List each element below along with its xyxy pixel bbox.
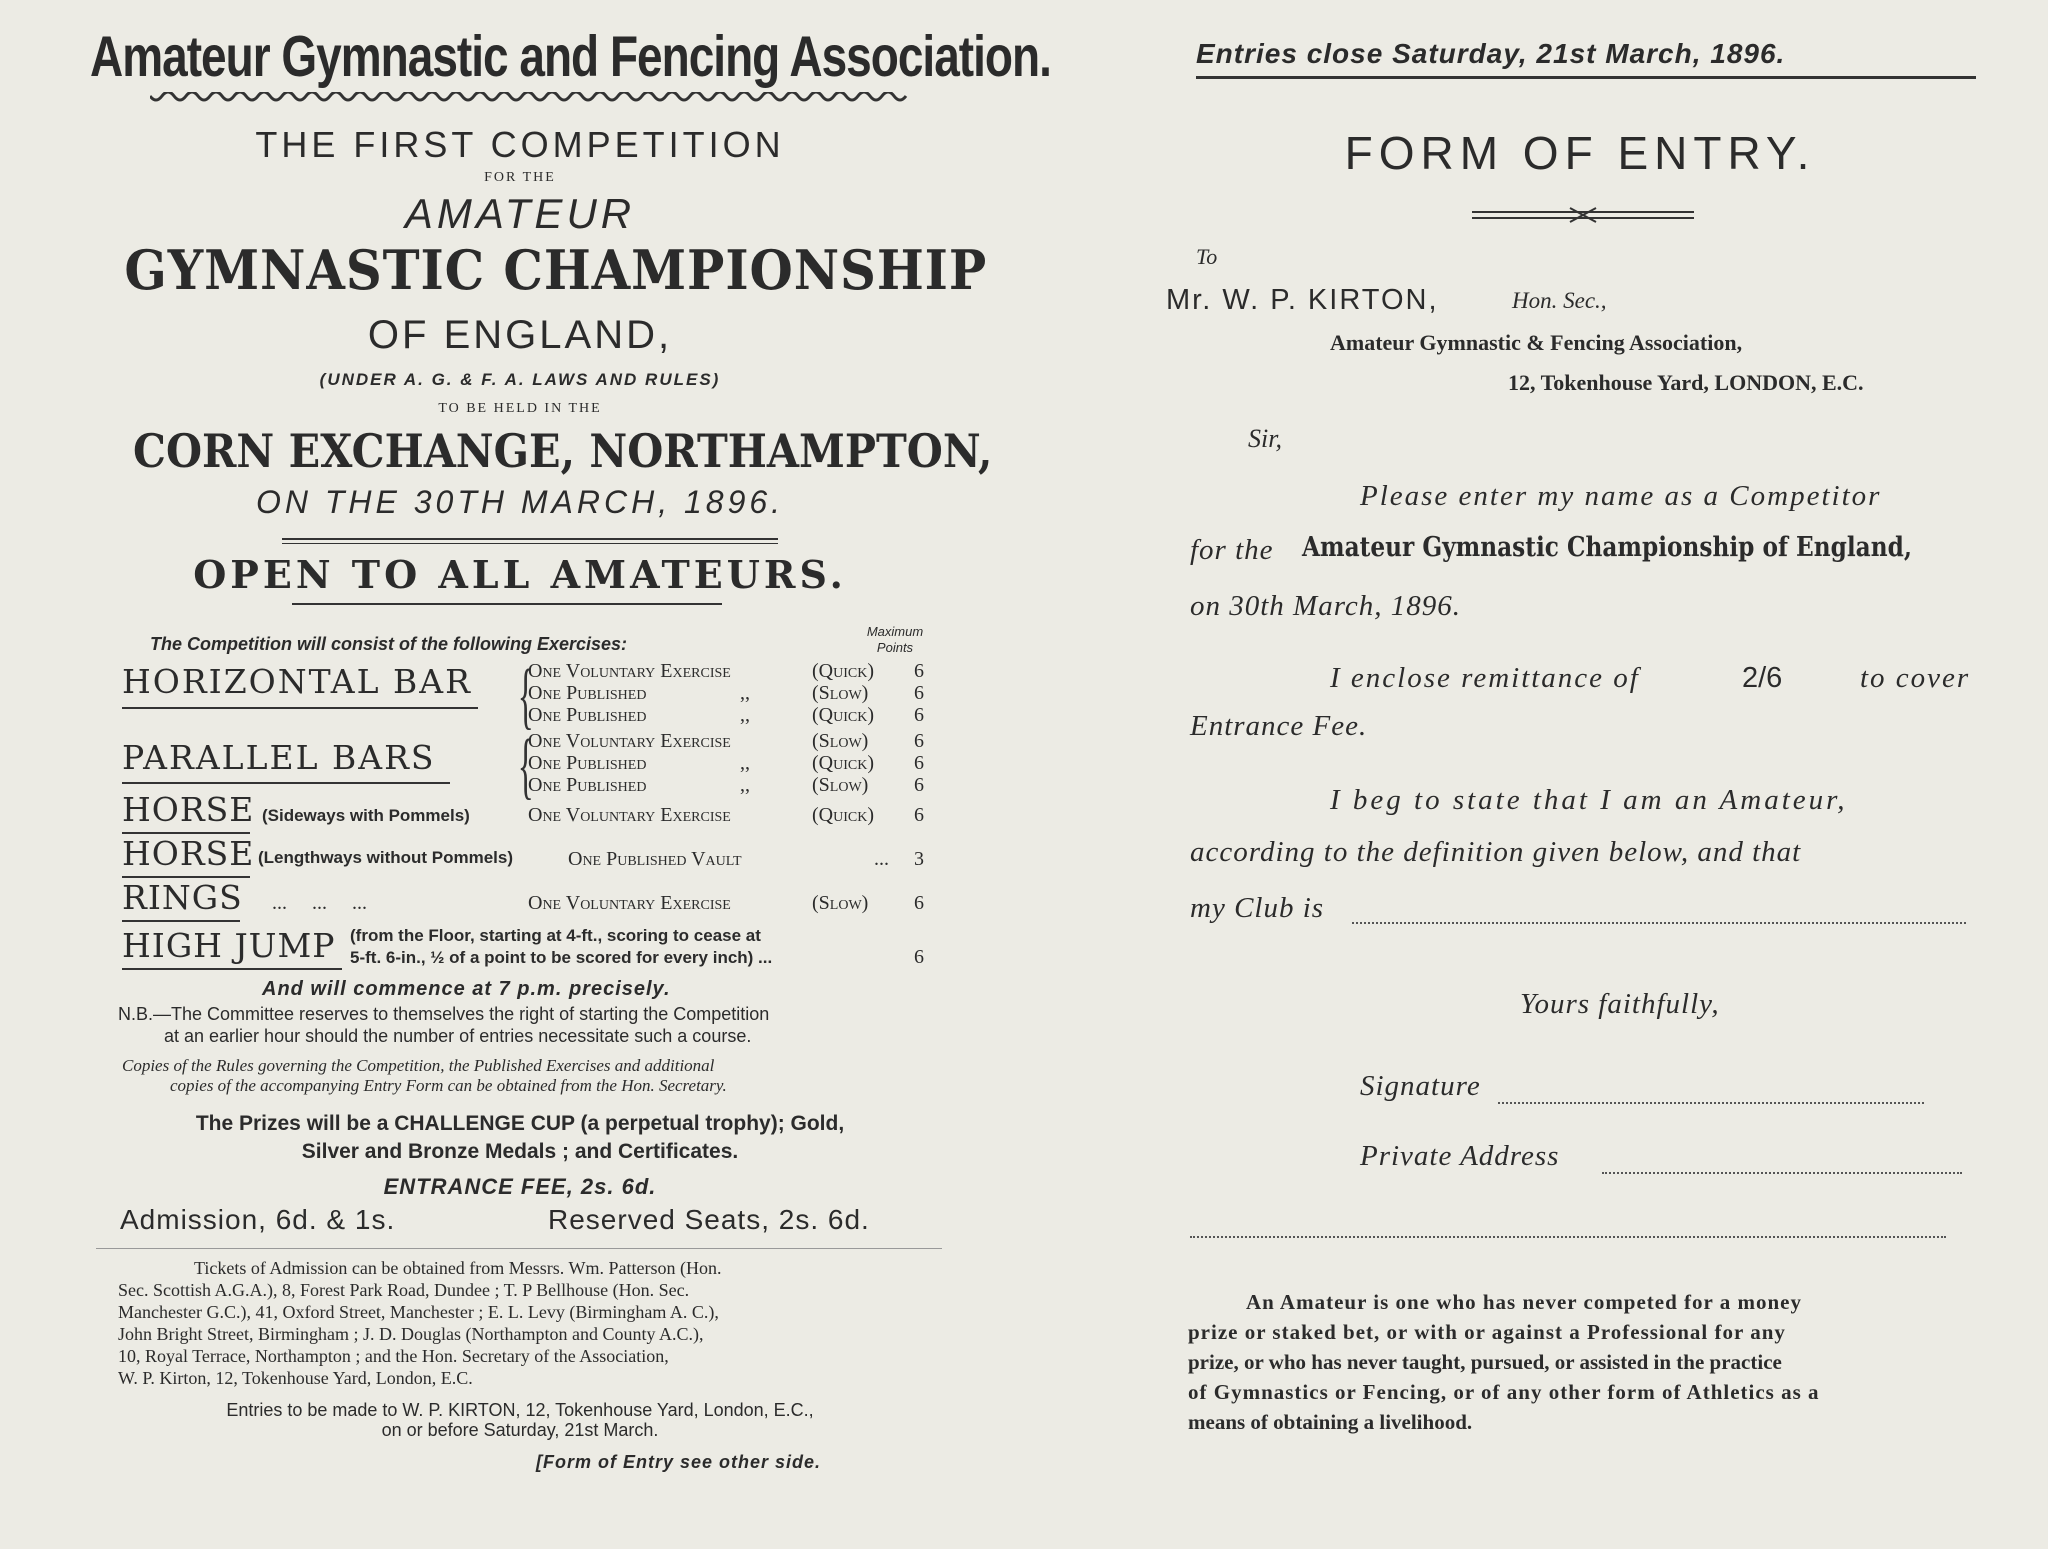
exercise-mode: (Quick): [812, 804, 874, 826]
divider: [96, 1248, 942, 1249]
underline: [292, 603, 722, 605]
exercise-note: (Sideways with Pommels): [262, 806, 470, 825]
exercise-points: 6: [914, 752, 924, 774]
exercise-note: ... ... ...: [272, 892, 367, 914]
signature-label: Signature: [1360, 1070, 1481, 1102]
exercise-desc: One Voluntary Exercise: [528, 660, 731, 682]
tickets-line: Sec. Scottish A.G.A.), 8, Forest Park Road, Dundee ; T. P Bellhouse (Hon. Sec.: [118, 1280, 690, 1300]
exercise-desc: One Published: [528, 774, 647, 796]
nb-line: N.B.—The Committee reserves to themselves the right of starting the Competition: [118, 1004, 770, 1024]
exercise-desc: One Voluntary Exercise: [528, 804, 731, 826]
address-line-1: Amateur Gymnastic & Fencing Association,: [1330, 330, 1743, 355]
address-line-2: 12, Tokenhouse Yard, LONDON, E.C.: [1508, 370, 1864, 395]
tickets-line: Tickets of Admission can be obtained from Messrs. Wm. Patterson (Hon.: [194, 1258, 722, 1278]
private-address-field-2[interactable]: [1190, 1232, 1946, 1238]
definition-line: prize or staked bet, or with or against a Professional for any: [1188, 1320, 1786, 1344]
form-title: FORM OF ENTRY.: [1344, 127, 1816, 179]
commence-line: And will commence at 7 p.m. precisely.: [262, 978, 671, 1000]
of-england: OF ENGLAND,: [367, 313, 673, 357]
entry-form-page: [1020, 0, 2048, 1549]
ornament: [1468, 206, 1698, 224]
yours-faithfully: Yours faithfully,: [1520, 988, 1720, 1020]
ditto-mark: ,,: [740, 752, 750, 774]
admission-price: Admission, 6d. & 1s.: [120, 1204, 396, 1235]
para-line: Please enter my name as a Competitor: [1360, 480, 1882, 512]
divider: [282, 543, 778, 544]
exercise-mode: (Slow): [812, 774, 869, 796]
definition-line: An Amateur is one who has never competed for a money: [1246, 1290, 1802, 1314]
exercise-points: 6: [914, 660, 924, 682]
definition-line: of Gymnastics or Fencing, or of any other form of Athletics as a: [1188, 1380, 1820, 1404]
entries-close: Entries close Saturday, 21st March, 1896.: [1196, 38, 1786, 69]
para-line: to cover: [1860, 662, 1971, 694]
exercise-points: 6: [914, 946, 924, 968]
underline: [122, 782, 450, 784]
underline: [122, 968, 342, 970]
divider: [282, 538, 778, 540]
copies-line: Copies of the Rules governing the Competition, the Published Exercises and additional: [122, 1056, 715, 1075]
remittance-amount: 2/6: [1742, 662, 1783, 694]
exercise-desc: One Voluntary Exercise: [528, 892, 731, 914]
para-line: I beg to state that I am an Amateur,: [1330, 784, 1848, 816]
underline: [122, 920, 240, 922]
private-address-label: Private Address: [1360, 1140, 1560, 1172]
exercise-mode: (Quick): [812, 752, 874, 774]
addressee-name: Mr. W. P. KIRTON,: [1166, 284, 1439, 316]
addressee-role: Hon. Sec.,: [1512, 288, 1607, 313]
tickets-line: Manchester G.C.), 41, Oxford Street, Manchester ; E. L. Levy (Birmingham A. C.),: [118, 1302, 719, 1322]
exercise-name: RINGS: [122, 878, 243, 917]
salutation: Sir,: [1248, 424, 1282, 453]
para-line: on 30th March, 1896.: [1190, 590, 1462, 622]
brace: {: [517, 655, 534, 737]
para-line: Entrance Fee.: [1190, 710, 1368, 742]
exercise-note: 5-ft. 6-in., ½ of a point to be scored for every inch) ...: [350, 948, 773, 967]
exercise-desc: One Published: [528, 682, 647, 704]
laws-and-rules: (UNDER A. G. & F. A. LAWS AND RULES): [319, 370, 721, 389]
para-line: for the: [1190, 534, 1274, 566]
exercise-name: HORSE: [122, 790, 255, 829]
exercise-name: HORSE: [122, 834, 255, 873]
club-field[interactable]: [1352, 918, 1966, 924]
exercise-points: 6: [914, 704, 924, 726]
wavy-rule: [150, 92, 910, 106]
exercise-desc: One Published: [528, 704, 647, 726]
to-be-held: TO BE HELD IN THE: [438, 401, 602, 416]
tickets-line: John Bright Street, Birmingham ; J. D. Douglas (Northampton and County A.C.),: [118, 1324, 704, 1344]
event-date: ON THE 30TH MARCH, 1896.: [255, 484, 785, 520]
definition-line: means of obtaining a livelihood.: [1188, 1410, 1473, 1434]
ditto-mark: ,,: [740, 682, 750, 704]
exercise-mode: (Quick): [812, 660, 874, 682]
para-line: according to the definition given below, and that: [1190, 836, 1802, 868]
tickets-line: W. P. Kirton, 12, Tokenhouse Yard, London, E.C.: [118, 1368, 473, 1388]
exercise-mode: (Slow): [812, 682, 869, 704]
exercise-mode: (Slow): [812, 892, 869, 914]
ditto-mark: ,,: [740, 774, 750, 796]
open-to-all: OPEN TO ALL AMATEURS.: [193, 552, 847, 597]
first-competition: THE FIRST COMPETITION: [255, 124, 785, 165]
ditto-mark: ,,: [740, 704, 750, 726]
private-address-field[interactable]: [1602, 1168, 1962, 1174]
signature-field[interactable]: [1498, 1098, 1924, 1104]
exercise-note: (from the Floor, starting at 4-ft., scoring to cease at: [350, 926, 761, 945]
prizes-line: Silver and Bronze Medals ; and Certificates.: [301, 1140, 739, 1163]
championship-name: Amateur Gymnastic Championship of England,: [1302, 532, 1912, 563]
nb-line: at an earlier hour should the number of entries necessitate such a course.: [164, 1026, 752, 1046]
exercise-mode: (Quick): [812, 704, 874, 726]
entries-line: on or before Saturday, 21st March.: [381, 1420, 659, 1440]
entries-line: Entries to be made to W. P. KIRTON, 12, Tokenhouse Yard, London, E.C.,: [226, 1400, 814, 1420]
max-points-1: Maximum: [866, 624, 924, 639]
copies-line: copies of the accompanying Entry Form can be obtained from the Hon. Secretary.: [170, 1076, 727, 1095]
championship-title: GYMNASTIC CHAMPIONSHIP: [124, 238, 988, 302]
brace: {: [517, 725, 534, 807]
exercise-points: 6: [914, 682, 924, 704]
ditto-mark: ...: [874, 848, 889, 870]
exercise-desc: One Voluntary Exercise: [528, 730, 731, 752]
exercise-points: 6: [914, 774, 924, 796]
see-other-side: [Form of Entry see other side.: [536, 1452, 822, 1472]
underline: [122, 707, 478, 709]
entrance-fee: ENTRANCE FEE, 2s. 6d.: [383, 1174, 657, 1199]
exercise-points: 6: [914, 892, 924, 914]
exercise-points: 3: [914, 848, 924, 870]
consist-line: The Competition will consist of the following Exercises:: [150, 634, 628, 654]
exercise-note: (Lengthways without Pommels): [258, 848, 514, 867]
exercise-points: 6: [914, 730, 924, 752]
exercise-mode: (Slow): [812, 730, 869, 752]
exercise-desc: One Published: [528, 752, 647, 774]
underline: [1196, 76, 1976, 79]
for-the: FOR THE: [484, 170, 556, 185]
org-heading: Amateur Gymnastic and Fencing Association.: [90, 23, 1051, 89]
tickets-line: 10, Royal Terrace, Northampton ; and the Hon. Secretary of the Association,: [118, 1346, 669, 1366]
club-label: my Club is: [1190, 892, 1325, 924]
prizes-line: The Prizes will be a CHALLENGE CUP (a perpetual trophy); Gold,: [195, 1112, 845, 1135]
max-points-2: Points: [876, 640, 914, 655]
amateur: AMATEUR: [404, 190, 636, 237]
exercise-points: 6: [914, 804, 924, 826]
exercise-desc: One Published Vault: [568, 848, 742, 870]
exercise-name: HORIZONTAL BAR: [122, 662, 472, 701]
para-line: I enclose remittance of: [1330, 662, 1640, 694]
exercise-name: PARALLEL BARS: [122, 738, 436, 777]
to-label: To: [1196, 244, 1218, 269]
venue: CORN EXCHANGE, NORTHAMPTON,: [133, 424, 993, 478]
reserved-seats: Reserved Seats, 2s. 6d.: [548, 1204, 870, 1235]
definition-line: prize, or who has never taught, pursued, or assisted in the practice: [1188, 1350, 1782, 1374]
exercise-name: HIGH JUMP: [122, 926, 336, 965]
